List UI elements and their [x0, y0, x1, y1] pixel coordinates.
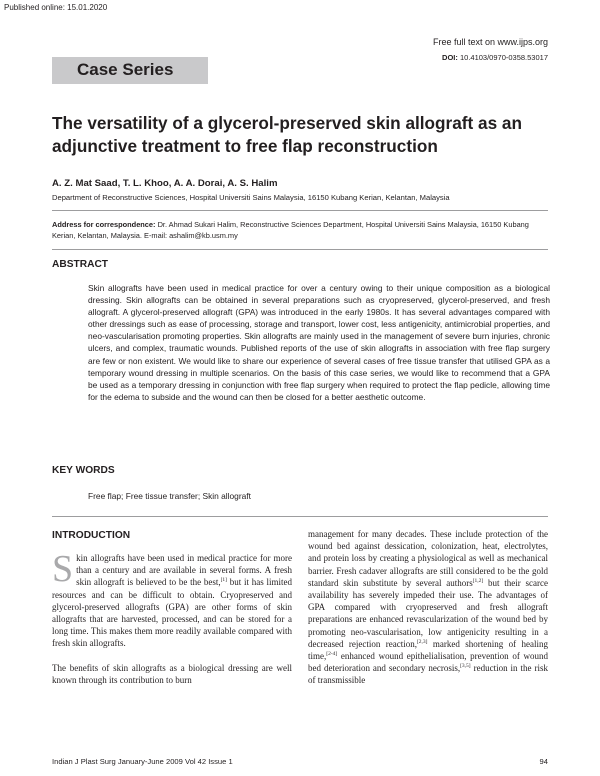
divider — [52, 210, 548, 211]
intro-paragraph-3 — [308, 528, 548, 687]
intro-paragraph-1 — [52, 548, 292, 650]
intro-text: but it has limited resources and can be difficult to obtain. Cryopreserved and glycerol-preserved allografts (GPA) are other forms of skin allografts that are harvested, processed, and can be stored for a long time. This makes them more readily available compared with fresh skin allografts. — [52, 577, 292, 649]
citation-ref[interactable]: [2,3] — [416, 638, 428, 645]
footer-journal: Indian J Plast Surg January-June 2009 Vol 42 Issue 1 — [52, 757, 233, 766]
fulltext-link[interactable]: Free full text on www.ijps.org — [432, 37, 548, 47]
author-list: A. Z. Mat Saad, T. L. Khoo, A. A. Dorai, A. S. Halim — [52, 178, 278, 189]
article-title: The versatility of a glycerol-preserved skin allograft as an adjunctive treatment to free flap reconstruction — [52, 113, 522, 156]
correspondence-label: Address for correspondence: — [52, 220, 156, 229]
correspondence-address — [52, 220, 548, 241]
doi-value[interactable]: 10.4103/0970-0358.53017 — [459, 53, 548, 62]
citation-ref[interactable]: [1] — [220, 577, 228, 584]
citation-ref[interactable]: [3,5] — [460, 663, 471, 670]
citation-ref[interactable]: [2-4] — [326, 651, 338, 658]
divider — [52, 516, 548, 517]
doi-line — [442, 53, 548, 62]
intro-text: enhanced wound epithelialisation, prevention of wound bed deterioration and secondary necrosis, — [308, 651, 548, 674]
keywords-heading: KEY WORDS — [52, 465, 115, 476]
drop-cap: S — [52, 548, 74, 590]
intro-paragraph-2: The benefits of skin allografts as a biological dressing are well known through its contribution to burn — [52, 662, 292, 685]
divider — [52, 249, 548, 250]
keywords-text: Free flap; Free tissue transfer; Skin allograft — [88, 491, 251, 501]
section-tag: Case Series — [77, 60, 174, 79]
introduction-heading: INTRODUCTION — [52, 530, 131, 541]
doi-label: DOI: — [442, 53, 458, 62]
intro-text: kin allografts have been used in medical practice for more than a century and are available in several forms. A fresh skin allograft is believed to be the best, — [76, 553, 292, 588]
intro-text: reduction in the risk of transmissible — [308, 663, 548, 686]
citation-ref[interactable]: [1,2] — [472, 577, 484, 584]
intro-text: management for many decades. These include protection of the wound bed against dessication, colonization, heat, electrolytes, and protein loss by creating a physiological as well as mechanical barrier. Fresh cadaver allografts are still considered to be the gold standard skin substitute by several authors — [308, 529, 548, 588]
abstract-text: Skin allografts have been used in medical practice for over a century owing to their unique composition as a biological dressing. Skin allografts can be obtained in several preparations such as cryopreserved, glycerol-preserved, and fresh allograft. A glycerol-preserved allograft (GPA) was introduced in the early 1980s. It has several advantages compared with other dressings such as ease of processing, storage and transport, lower cost, less antigenicity, antimicrobial properties, and neo-vascularisation promoting properties. Skin allografts are mainly used in the management of severe burn injuries, chronic ulcers, and complex, traumatic wounds. Published reports of the use of skin allografts in association with free flap surgery are few or non existent. We would like to share our experience of several cases of free tissue transfer that utilised GPA as a temporary wound dressing in multiple scenarios. On the basis of this case series, we would like to recommend that a GPA be used as a temporary dressing in conjunction with free flap surgery when required to protect the flap pedicle, allowing time for the edema to subside and the wound can then be closed for a better aesthetic outcome. — [88, 283, 550, 402]
correspondence-text: Dr. Ahmad Sukari Halim, Reconstructive Sciences Department, Hospital Universiti Sains Malaysia, 16150 Kubang Kerian, Kelantan, Malaysia. E-mail: ashalim@kb.usm.my — [52, 220, 529, 240]
author-affiliation: Department of Reconstructive Sciences, Hospital Universiti Sains Malaysia, 16150 Kubang Kerian, Kelantan, Malaysia — [52, 193, 450, 202]
intro-text: but their scarce availability has severely impeded their use. The advantages of GPA compared with cryopreserved and fresh allograft preparations are enhanced revascularization of the wound bed by promoting neo-vascularisation, low antigenicity resulting in a decreased rejection reaction, — [308, 577, 548, 649]
published-date: Published online: 15.01.2020 — [4, 3, 108, 12]
page-number: 94 — [539, 757, 548, 766]
intro-text: marked shortening of healing time, — [308, 638, 548, 662]
column-left — [52, 548, 292, 698]
column-right — [308, 528, 548, 699]
abstract-heading: ABSTRACT — [52, 259, 109, 270]
